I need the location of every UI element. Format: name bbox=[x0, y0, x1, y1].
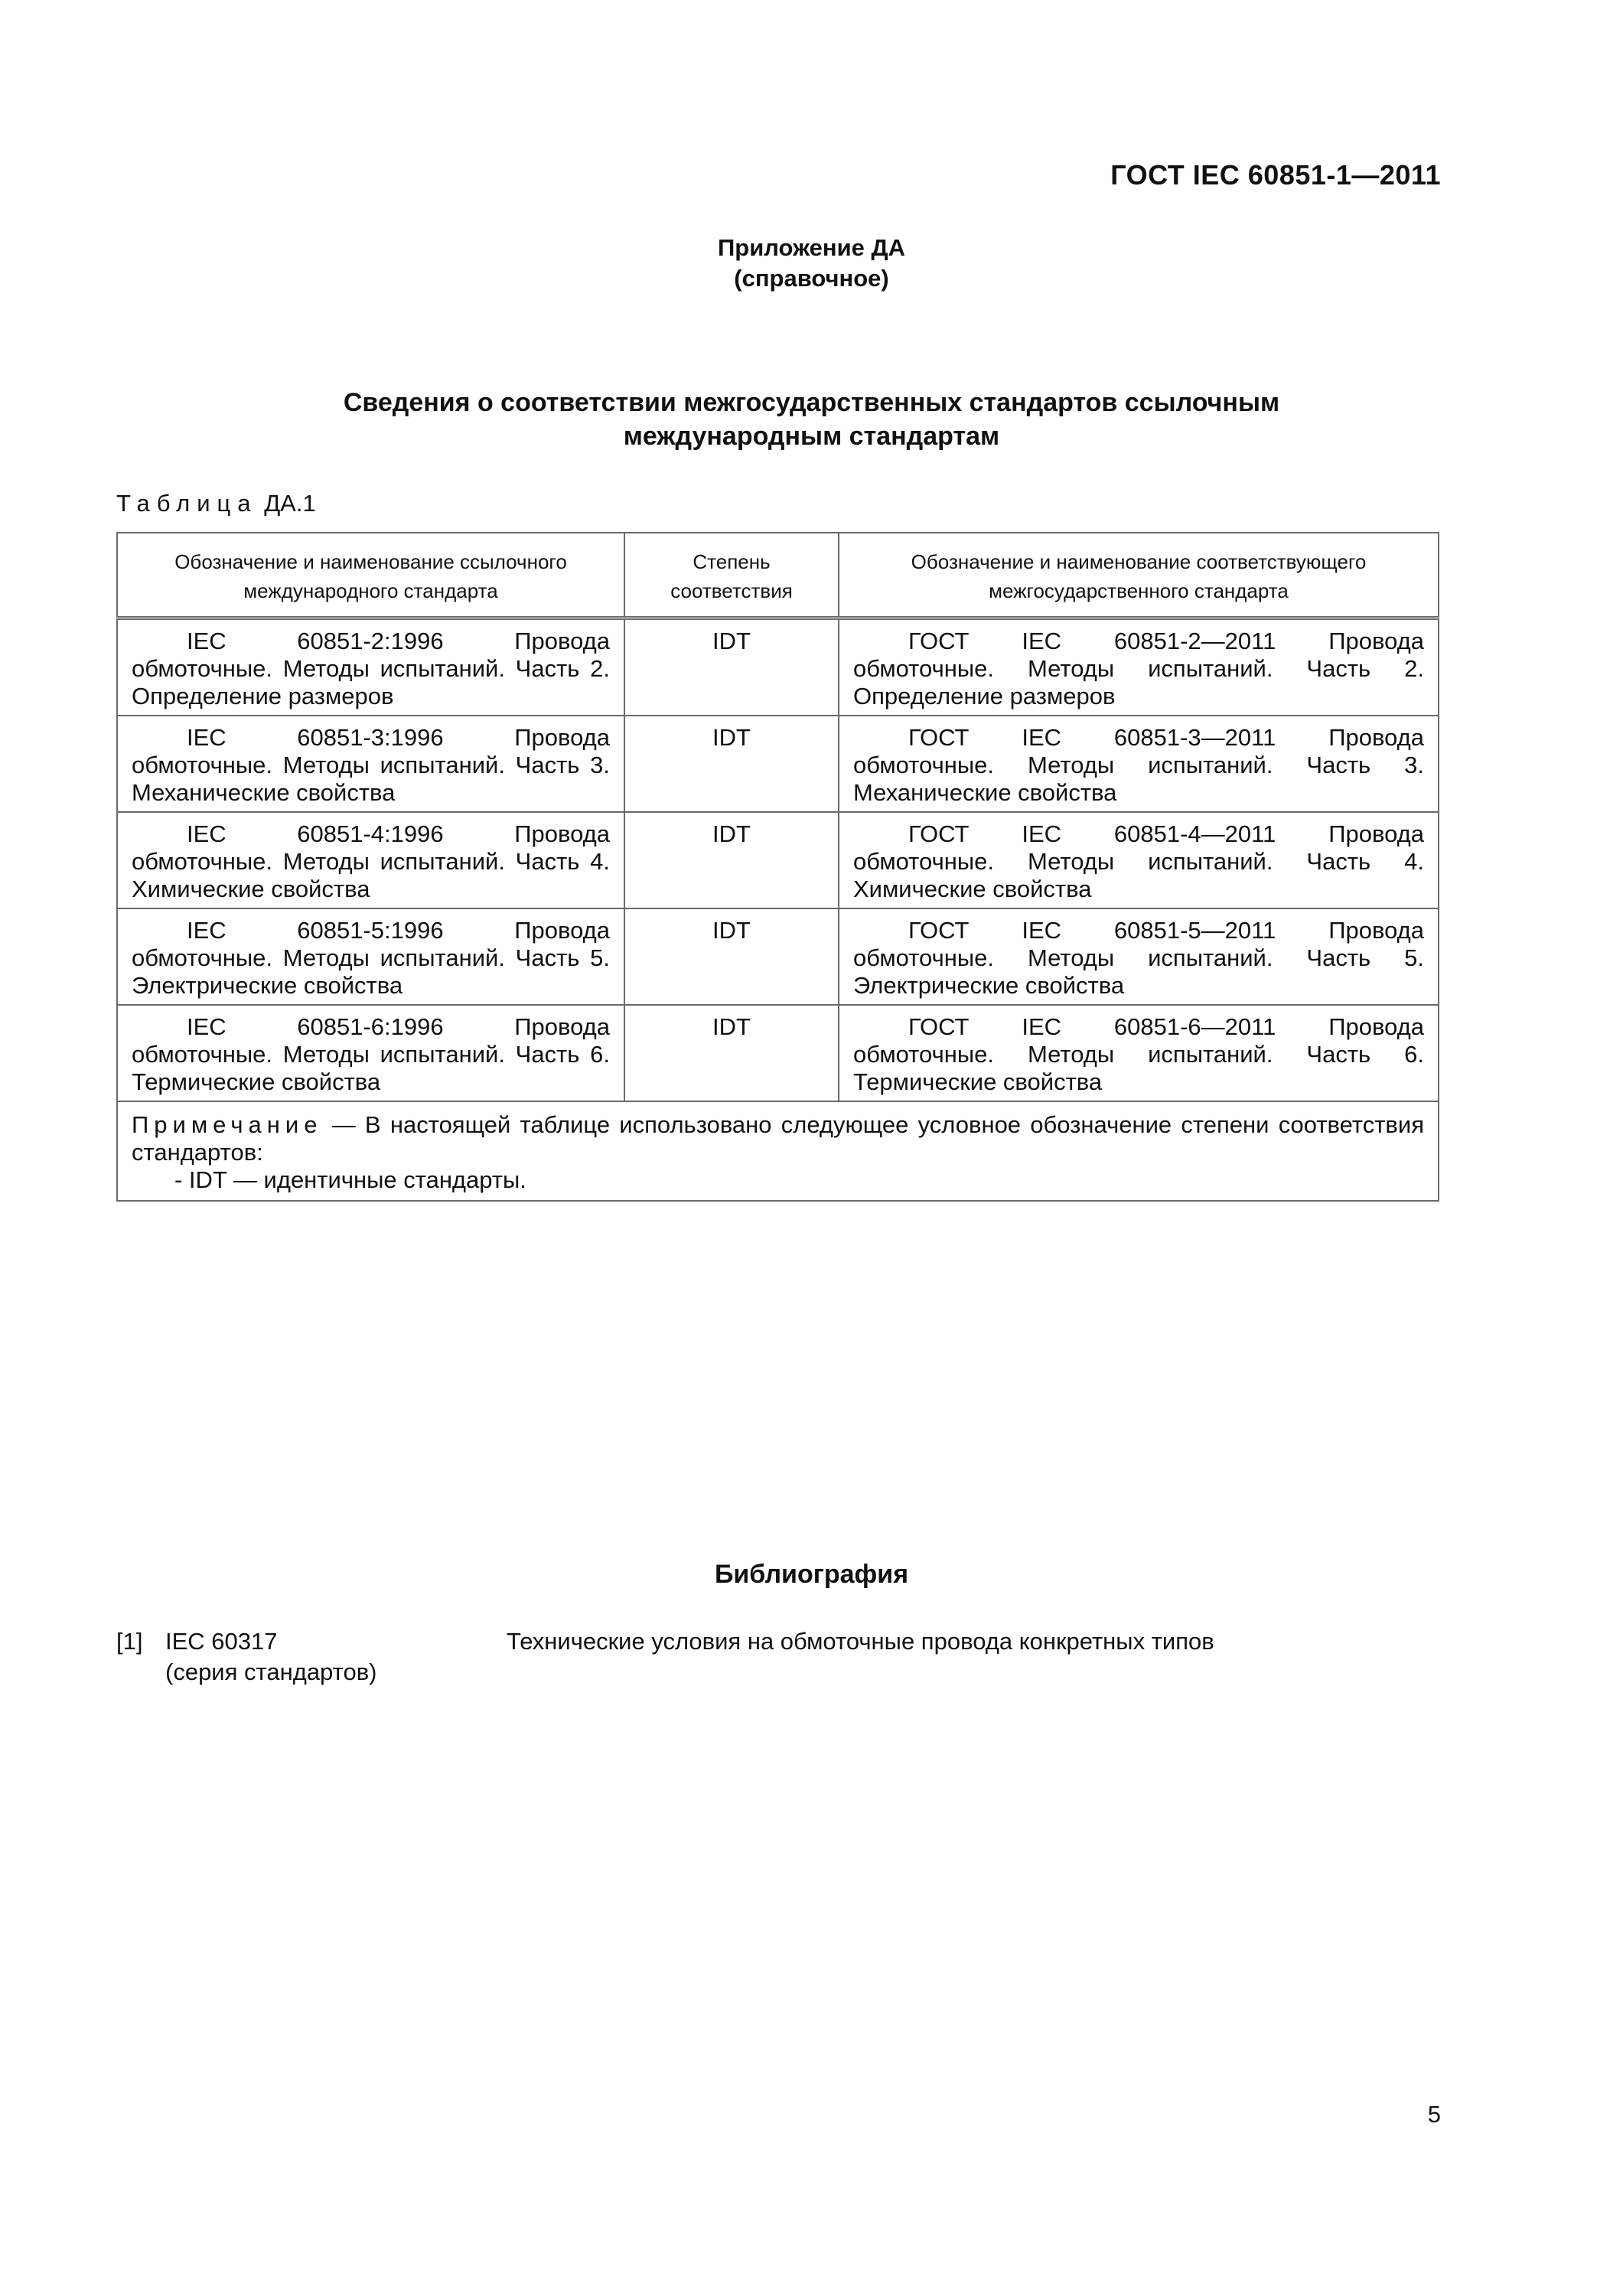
cell-degree: IDT bbox=[624, 716, 839, 812]
table-header-row bbox=[117, 533, 1439, 618]
cell-international-standard: IEC 60851-6:1996 Провода обмоточные. Методы испытаний. Часть 6. Термические свойства bbox=[117, 1005, 624, 1101]
cell-international-standard: IEC 60851-2:1996 Провода обмоточные. Методы испытаний. Часть 2. Определение размеров bbox=[117, 618, 624, 716]
cell-interstate-standard: ГОСТ IEC 60851-2—2011 Провода обмоточные. Методы испытаний. Часть 2. Определение размеров bbox=[839, 618, 1439, 716]
section-title-line-1: Сведения о соответствии межгосударственных стандартов ссылочным bbox=[343, 388, 1280, 417]
note-text bbox=[132, 1111, 1424, 1166]
appendix-title: Приложение ДА bbox=[717, 234, 905, 261]
bibliography-entry-title: Технические условия на обмоточные провода конкретных типов bbox=[507, 1628, 1214, 1655]
cell-degree: IDT bbox=[624, 618, 839, 716]
bibliography-entry-series: (серия стандартов) bbox=[165, 1658, 377, 1685]
appendix-subtitle: (справочное) bbox=[734, 265, 889, 292]
note-item: - IDT — идентичные стандарты. bbox=[174, 1166, 526, 1193]
cell-degree: IDT bbox=[624, 1005, 839, 1101]
appendix-heading bbox=[0, 233, 1623, 294]
bibliography-entry-code: IEC 60317 bbox=[165, 1628, 278, 1655]
cell-international-standard: IEC 60851-5:1996 Провода обмоточные. Методы испытаний. Часть 5. Электрические свойства bbox=[117, 908, 624, 1005]
table-row bbox=[117, 908, 1439, 1005]
page-number: 5 bbox=[1427, 2101, 1441, 2128]
cell-international-standard: IEC 60851-4:1996 Провода обмоточные. Методы испытаний. Часть 4. Химические свойства bbox=[117, 812, 624, 908]
document-code: ГОСТ IEC 60851-1—2011 bbox=[1110, 159, 1441, 191]
note-body: — В настоящей таблице использовано следующее условное обозначение степени соответствия стандартов: bbox=[132, 1111, 1424, 1166]
section-title bbox=[0, 386, 1623, 453]
note-head: Примечание bbox=[132, 1111, 323, 1138]
table-label bbox=[116, 490, 316, 517]
bibliography-entry-number: [1] bbox=[116, 1628, 143, 1655]
table-row bbox=[117, 716, 1439, 812]
correspondence-table bbox=[116, 532, 1439, 1202]
section-title-line-2: международным стандартам bbox=[623, 422, 1000, 451]
cell-interstate-standard: ГОСТ IEC 60851-6—2011 Провода обмоточные. Методы испытаний. Часть 6. Термические свойства bbox=[839, 1005, 1439, 1101]
cell-interstate-standard: ГОСТ IEC 60851-4—2011 Провода обмоточные. Методы испытаний. Часть 4. Химические свойства bbox=[839, 812, 1439, 908]
bibliography-title: Библиография bbox=[714, 1560, 909, 1589]
table-row bbox=[117, 618, 1439, 716]
table-row bbox=[117, 812, 1439, 908]
table-label-word: Таблица bbox=[116, 490, 258, 517]
table-note-row bbox=[117, 1101, 1439, 1201]
cell-degree: IDT bbox=[624, 812, 839, 908]
header-degree: Степень соответствия bbox=[624, 533, 839, 618]
cell-interstate-standard: ГОСТ IEC 60851-3—2011 Провода обмоточные. Методы испытаний. Часть 3. Механические свойства bbox=[839, 716, 1439, 812]
table-label-number: ДА.1 bbox=[264, 490, 316, 517]
table-note bbox=[117, 1101, 1439, 1201]
cell-degree: IDT bbox=[624, 908, 839, 1005]
cell-interstate-standard: ГОСТ IEC 60851-5—2011 Провода обмоточные. Методы испытаний. Часть 5. Электрические свойства bbox=[839, 908, 1439, 1005]
header-international-standard: Обозначение и наименование ссылочного международного стандарта bbox=[117, 533, 624, 618]
cell-international-standard: IEC 60851-3:1996 Провода обмоточные. Методы испытаний. Часть 3. Механические свойства bbox=[117, 716, 624, 812]
table-row bbox=[117, 1005, 1439, 1101]
header-interstate-standard: Обозначение и наименование соответствующего межгосударственного стандарта bbox=[839, 533, 1439, 618]
